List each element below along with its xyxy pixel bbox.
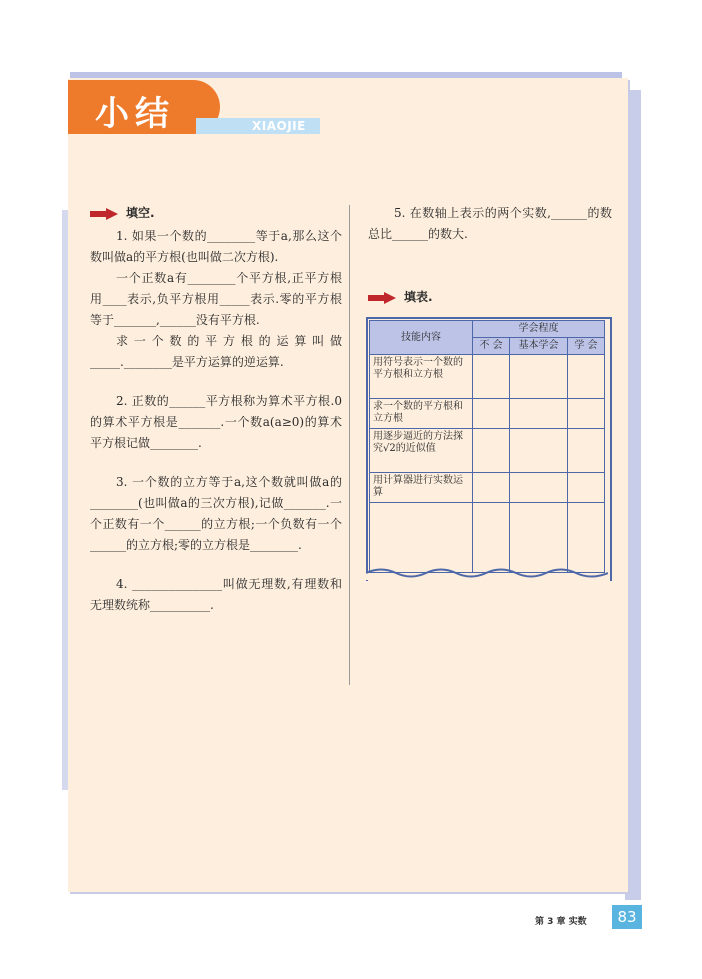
question-1c: 求一个数的平方根的运算叫做_____.________是平方运算的逆运算.: [90, 334, 342, 369]
table-header-cell: 不 会: [473, 338, 510, 355]
table-header-cell: 基本学会: [510, 338, 568, 355]
section-title: 填表.: [404, 290, 433, 304]
table-header-cell: 学 会: [567, 338, 604, 355]
page-number: 83: [612, 905, 642, 929]
table-cell[interactable]: [510, 429, 568, 473]
table-cell[interactable]: [567, 503, 604, 573]
table-cell[interactable]: [510, 399, 568, 429]
wavy-border: [366, 566, 608, 580]
question-1a: 1. 如果一个数的________等于a,那么这个数叫做a的平方根(也叫做二次方根).: [90, 229, 342, 264]
table-cell[interactable]: [567, 473, 604, 503]
table-cell: 用符号表示一个数的平方根和立方根: [370, 355, 473, 399]
left-column: [90, 203, 342, 616]
table-cell: 用逐步逼近的方法探究√2的近似值: [370, 429, 473, 473]
page-title: 小结: [95, 94, 175, 134]
column-divider: [349, 205, 350, 685]
table-header-level: 学会程度: [473, 321, 605, 338]
table-cell[interactable]: [473, 473, 510, 503]
section-fill-blanks: [90, 203, 342, 224]
table-cell[interactable]: [370, 503, 473, 573]
table-row: [370, 429, 605, 473]
question-2: 2. 正数的______平方根称为算术平方根.0的算术平方根是_______.一个数a(a≥0)的算术平方根记做________.: [90, 394, 342, 450]
section-title: 填空.: [126, 206, 155, 220]
arrow-icon: [90, 208, 118, 220]
section-fill-table: [368, 287, 612, 308]
table-cell[interactable]: [510, 355, 568, 399]
table-cell[interactable]: [473, 503, 510, 573]
table-cell[interactable]: [473, 399, 510, 429]
table-cell[interactable]: [510, 503, 568, 573]
table-cell[interactable]: [510, 473, 568, 503]
skills-table: [369, 320, 605, 573]
page-subtitle: XIAOJIE: [252, 119, 306, 133]
question-1b: 一个正数a有________个平方根,正平方根用____表示,负平方根用_____表示.零的平方根等于_______,______没有平方根.: [90, 271, 342, 327]
table-cell: 用计算器进行实数运算: [370, 473, 473, 503]
table-row: [370, 503, 605, 573]
table-cell[interactable]: [567, 399, 604, 429]
table-cell[interactable]: [473, 355, 510, 399]
table-row: [370, 399, 605, 429]
table-row: [370, 355, 605, 399]
table-cell[interactable]: [473, 429, 510, 473]
table-cell: 求一个数的平方根和立方根: [370, 399, 473, 429]
question-5: 5. 在数轴上表示的两个实数,______的数总比______的数大.: [368, 206, 612, 241]
table-header-skill: 技能内容: [370, 321, 473, 355]
table-cell[interactable]: [567, 429, 604, 473]
table-cell[interactable]: [567, 355, 604, 399]
arrow-icon: [368, 292, 396, 304]
question-4: 4. _______________叫做无理数,有理数和无理数统称__________.: [90, 577, 342, 612]
table-row: [370, 473, 605, 503]
right-column: [368, 203, 612, 310]
question-3: 3. 一个数的立方等于a,这个数就叫做a的________(也叫做a的三次方根),记做_______.一个正数有一个______的立方根;一个负数有一个______的立方根;零的立方根是________.: [90, 475, 342, 552]
chapter-label: 第 3 章 实数: [535, 917, 587, 927]
